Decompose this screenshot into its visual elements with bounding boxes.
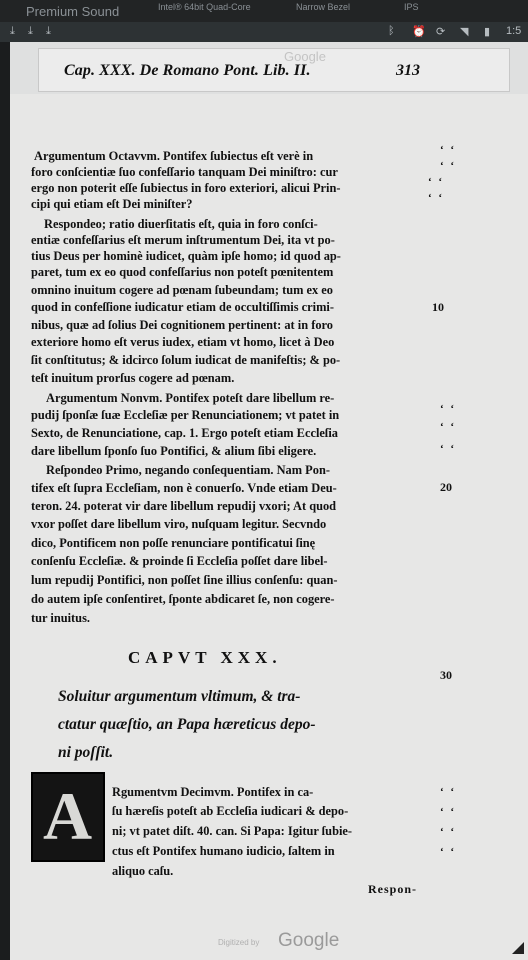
margin-line-number: 20	[440, 480, 452, 494]
para2-line: tius Deus per hominè iudicet, quàm ipſe homo; id quod ap-	[31, 249, 341, 263]
para2-line: exteriore homo eſt verus iudex, etiam vt homo, licet à Deo	[31, 335, 335, 349]
para4-line: tifex eſt ſupra Eccleſiam, non è conuerſo. Vnde etiam Deu-	[31, 481, 337, 495]
para4-line: dico, Pontificem non poſſe renunciare pontificatui ſinę	[31, 536, 316, 550]
para4-line: conſenſu Eccleſiæ. & proinde ſi Eccleſia poſſet dare libel-	[31, 554, 328, 568]
margin-quote-marks: ‘ ‘	[440, 403, 457, 415]
para2-line: paret, tum ex eo quod confeſſarius non poteſt pœnitentem	[31, 265, 334, 279]
margin-quote-marks: ‘ ‘	[440, 846, 457, 858]
download-icon: ⤓	[10, 25, 15, 37]
para4-line: lum repudij Pontifici, non poſſet ſine illius conſenſu: quan-	[31, 573, 338, 587]
decorated-initial	[31, 772, 105, 862]
margin-line-number: 10	[432, 300, 444, 314]
para2-line: quod in confeſſione iudicatur etiam de occultiſſimis crimi-	[31, 300, 334, 314]
para2-line: ſit conſtitutus; & idcirco ſolum iudicat de manifeſtis; & po-	[31, 353, 341, 367]
chapter-summary-line: ni poſſit.	[58, 744, 114, 761]
status-bar	[0, 22, 528, 42]
para2-line: Respondeo; ratio diuerſitatis eſt, quia in foro conſci-	[44, 217, 318, 231]
para5-line: Rgumentvm Decimvm. Pontifex in ca-	[112, 785, 314, 799]
bezel-label-processor: Intel® 64bit Quad-Core	[158, 2, 251, 12]
para1-line: foro conſcientiæ ſuo confeſſario tanquam Dei miniſtro: cur	[31, 165, 338, 179]
screen-rotation-icon: ⟳	[436, 26, 446, 38]
para2-line: omnino inuitum cogere ad pœnam ſubeundam; tum ex eo	[31, 283, 333, 297]
address-bar-watermark: Google	[284, 49, 326, 64]
para4-line: Reſpondeo Primo, negando conſequentiam. Nam Pon-	[46, 463, 330, 477]
para5-line: ni; vt patet diſt. 40. can. Si Papa: Igitur ſubie-	[112, 824, 353, 838]
battery-icon: ▮	[484, 26, 491, 38]
margin-quote-marks: ‘ ‘	[440, 786, 457, 798]
para3-line: dare libellum ſponſo ſuo Pontifici, & alium ſibi eligere.	[31, 444, 317, 458]
para5-line: ctus eſt Pontifex humano iudicio, ſaltem in	[112, 844, 335, 858]
para1-line: cipi qui etiam eſt Dei miniſter?	[31, 197, 193, 211]
bluetooth-icon: ᛒ	[388, 25, 395, 37]
para3-line: Argumentum Nonvm. Pontifex poteſt dare libellum re-	[46, 391, 335, 405]
para1-line: Argumentum Octavvm. Pontifex ſubiectus eſt verè in	[34, 149, 314, 163]
signal-corner-icon	[512, 942, 524, 954]
bezel-label-premium-sound: Premium Sound	[26, 4, 120, 19]
catchword: Respon-	[368, 882, 418, 896]
digitized-by-label: Digitized by	[218, 938, 260, 947]
para2-line: nibus, quæ ad ſolius Dei cognitionem pertinent: at in foro	[31, 318, 333, 332]
chapter-heading: CAPVT XXX.	[128, 648, 282, 667]
google-watermark: Google	[278, 930, 340, 951]
running-header: Cap. XXX. De Romano Pont. Lib. II.	[64, 62, 311, 79]
chapter-summary-line: Soluitur argumentum vltimum, & tra-	[58, 688, 301, 705]
page-number: 313	[396, 62, 420, 79]
para4-line: vxor poſſet dare libellum viro, nuſquam legitur. Secvndo	[31, 517, 327, 531]
margin-quote-marks: ‘ ‘	[428, 192, 445, 204]
download-icon-2: ⤓	[46, 25, 51, 37]
para4-line: do autem ipſe conſentiret, ſponte abdicaret ſe, non cogere-	[31, 592, 335, 606]
margin-quote-marks: ‘ ‘	[440, 806, 457, 818]
device-bezel-label-strip	[0, 0, 528, 22]
para2-line: teſt inuitum prorſus cogere ad pœnam.	[31, 371, 235, 385]
margin-quote-marks: ‘ ‘	[440, 160, 457, 172]
para3-line: Sexto, de Renunciatione, cap. 1. Ergo poteſt etiam Eccleſia	[31, 426, 338, 440]
margin-quote-marks: ‘ ‘	[440, 826, 457, 838]
alarm-icon: ⏰	[412, 26, 426, 38]
margin-quote-marks: ‘ ‘	[428, 176, 445, 188]
para5-line: aliquo caſu.	[112, 864, 174, 878]
chapter-summary-line: ctatur quæſtio, an Papa hæreticus depo-	[58, 716, 316, 733]
para1-line: ergo non poterit eſſe ſubiectus in foro exteriori, alicui Prin-	[31, 181, 341, 195]
para3-line: pudij ſponſæ ſuæ Eccleſiæ per Renunciationem; vt patet in	[31, 408, 340, 422]
margin-line-number: 30	[440, 668, 452, 682]
para4-line: tur inuitus.	[31, 611, 90, 625]
bezel-label-ips: IPS	[404, 2, 419, 12]
margin-quote-marks: ‘ ‘	[440, 443, 457, 455]
download-complete-icon: ⤓	[28, 25, 33, 37]
bezel-label-narrow-bezel: Narrow Bezel	[296, 2, 351, 12]
decorated-initial-letter: A	[43, 778, 93, 854]
wifi-icon: ◥	[460, 26, 469, 38]
para2-line: entiæ confeſſarius eſt merum inſtrumentum Dei, ita vt po-	[31, 233, 335, 247]
para5-line: ſu hæreſis poteſt ab Eccleſia iudicari & depo-	[112, 804, 349, 818]
margin-quote-marks: ‘ ‘	[440, 144, 457, 156]
margin-quote-marks: ‘ ‘	[440, 421, 457, 433]
para4-line: teron. 24. poterat vir dare libellum repudij vxori; At quod	[31, 499, 337, 513]
status-clock: 1:5	[506, 25, 522, 37]
